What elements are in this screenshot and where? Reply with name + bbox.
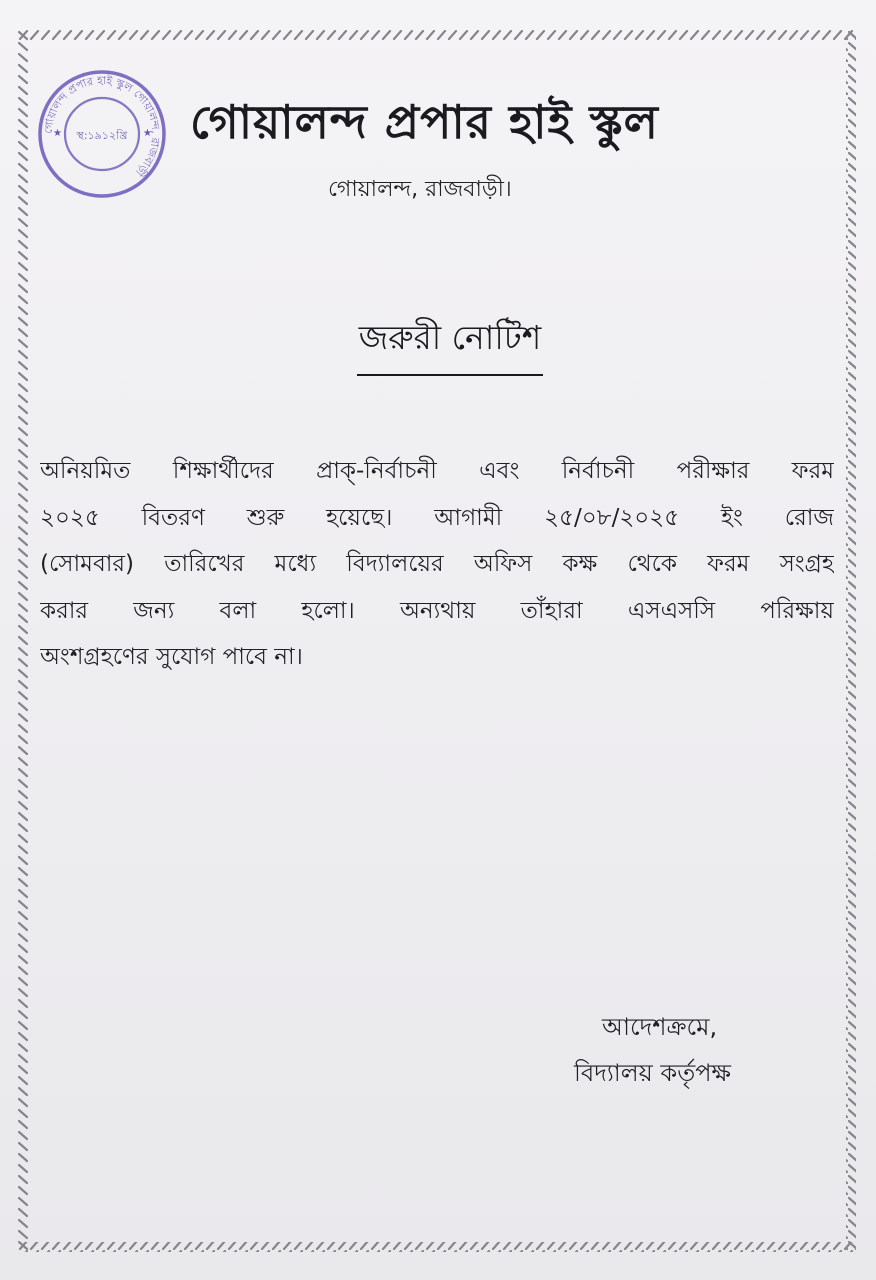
signature-block [574, 1004, 814, 1096]
notice-title [0, 312, 876, 376]
svg-text:গোয়ালন্দ প্রপার হাই স্কুল গোয: গোয়ালন্দ প্রপার হাই স্কুল গোয়ালন্দ, রাজবাড়ী [41, 73, 163, 179]
svg-text:স্থ:১৯১২খ্রি: স্থ:১৯১২খ্রি [76, 129, 128, 142]
notice-line-4: করার জন্য বলা হলো। অন্যথায় তাঁহারা এসএসসি পরিক্ষায় [40, 597, 834, 624]
notice-line-3: (সোমবার) তারিখের মধ্যে বিদ্যালয়ের অফিস কক্ষ থেকে ফরম সংগ্রহ [40, 551, 834, 577]
notice-title-text: জরুরী নোটিশ [357, 312, 544, 376]
notice-line-1: অনিয়মিত শিক্ষার্থীদের প্রাক্-নির্বাচনী এবং নির্বাচনী পরীক্ষার ফরম [40, 458, 834, 484]
svg-text:★: ★ [143, 128, 152, 139]
notice-line-2: ২০২৫ বিতরণ শুরু হয়েছে। আগামী ২৫/০৮/২০২৫ ইং রোজ [40, 504, 834, 531]
school-address: গোয়ালন্দ, রাজবাড়ী। [328, 177, 512, 202]
school-seal-icon [36, 66, 168, 202]
notice-line-5: অংশগ্রহণের সুযোগ পাবে না। [40, 644, 303, 670]
school-name: গোয়ালন্দ প্রপার হাই স্কুল [190, 95, 659, 149]
signature-order-line: আদেশক্রমে, [602, 1013, 718, 1041]
svg-text:★: ★ [53, 128, 62, 139]
notice-body [40, 448, 834, 681]
signature-authority-line: বিদ্যালয় কর্তৃপক্ষ [574, 1059, 731, 1087]
